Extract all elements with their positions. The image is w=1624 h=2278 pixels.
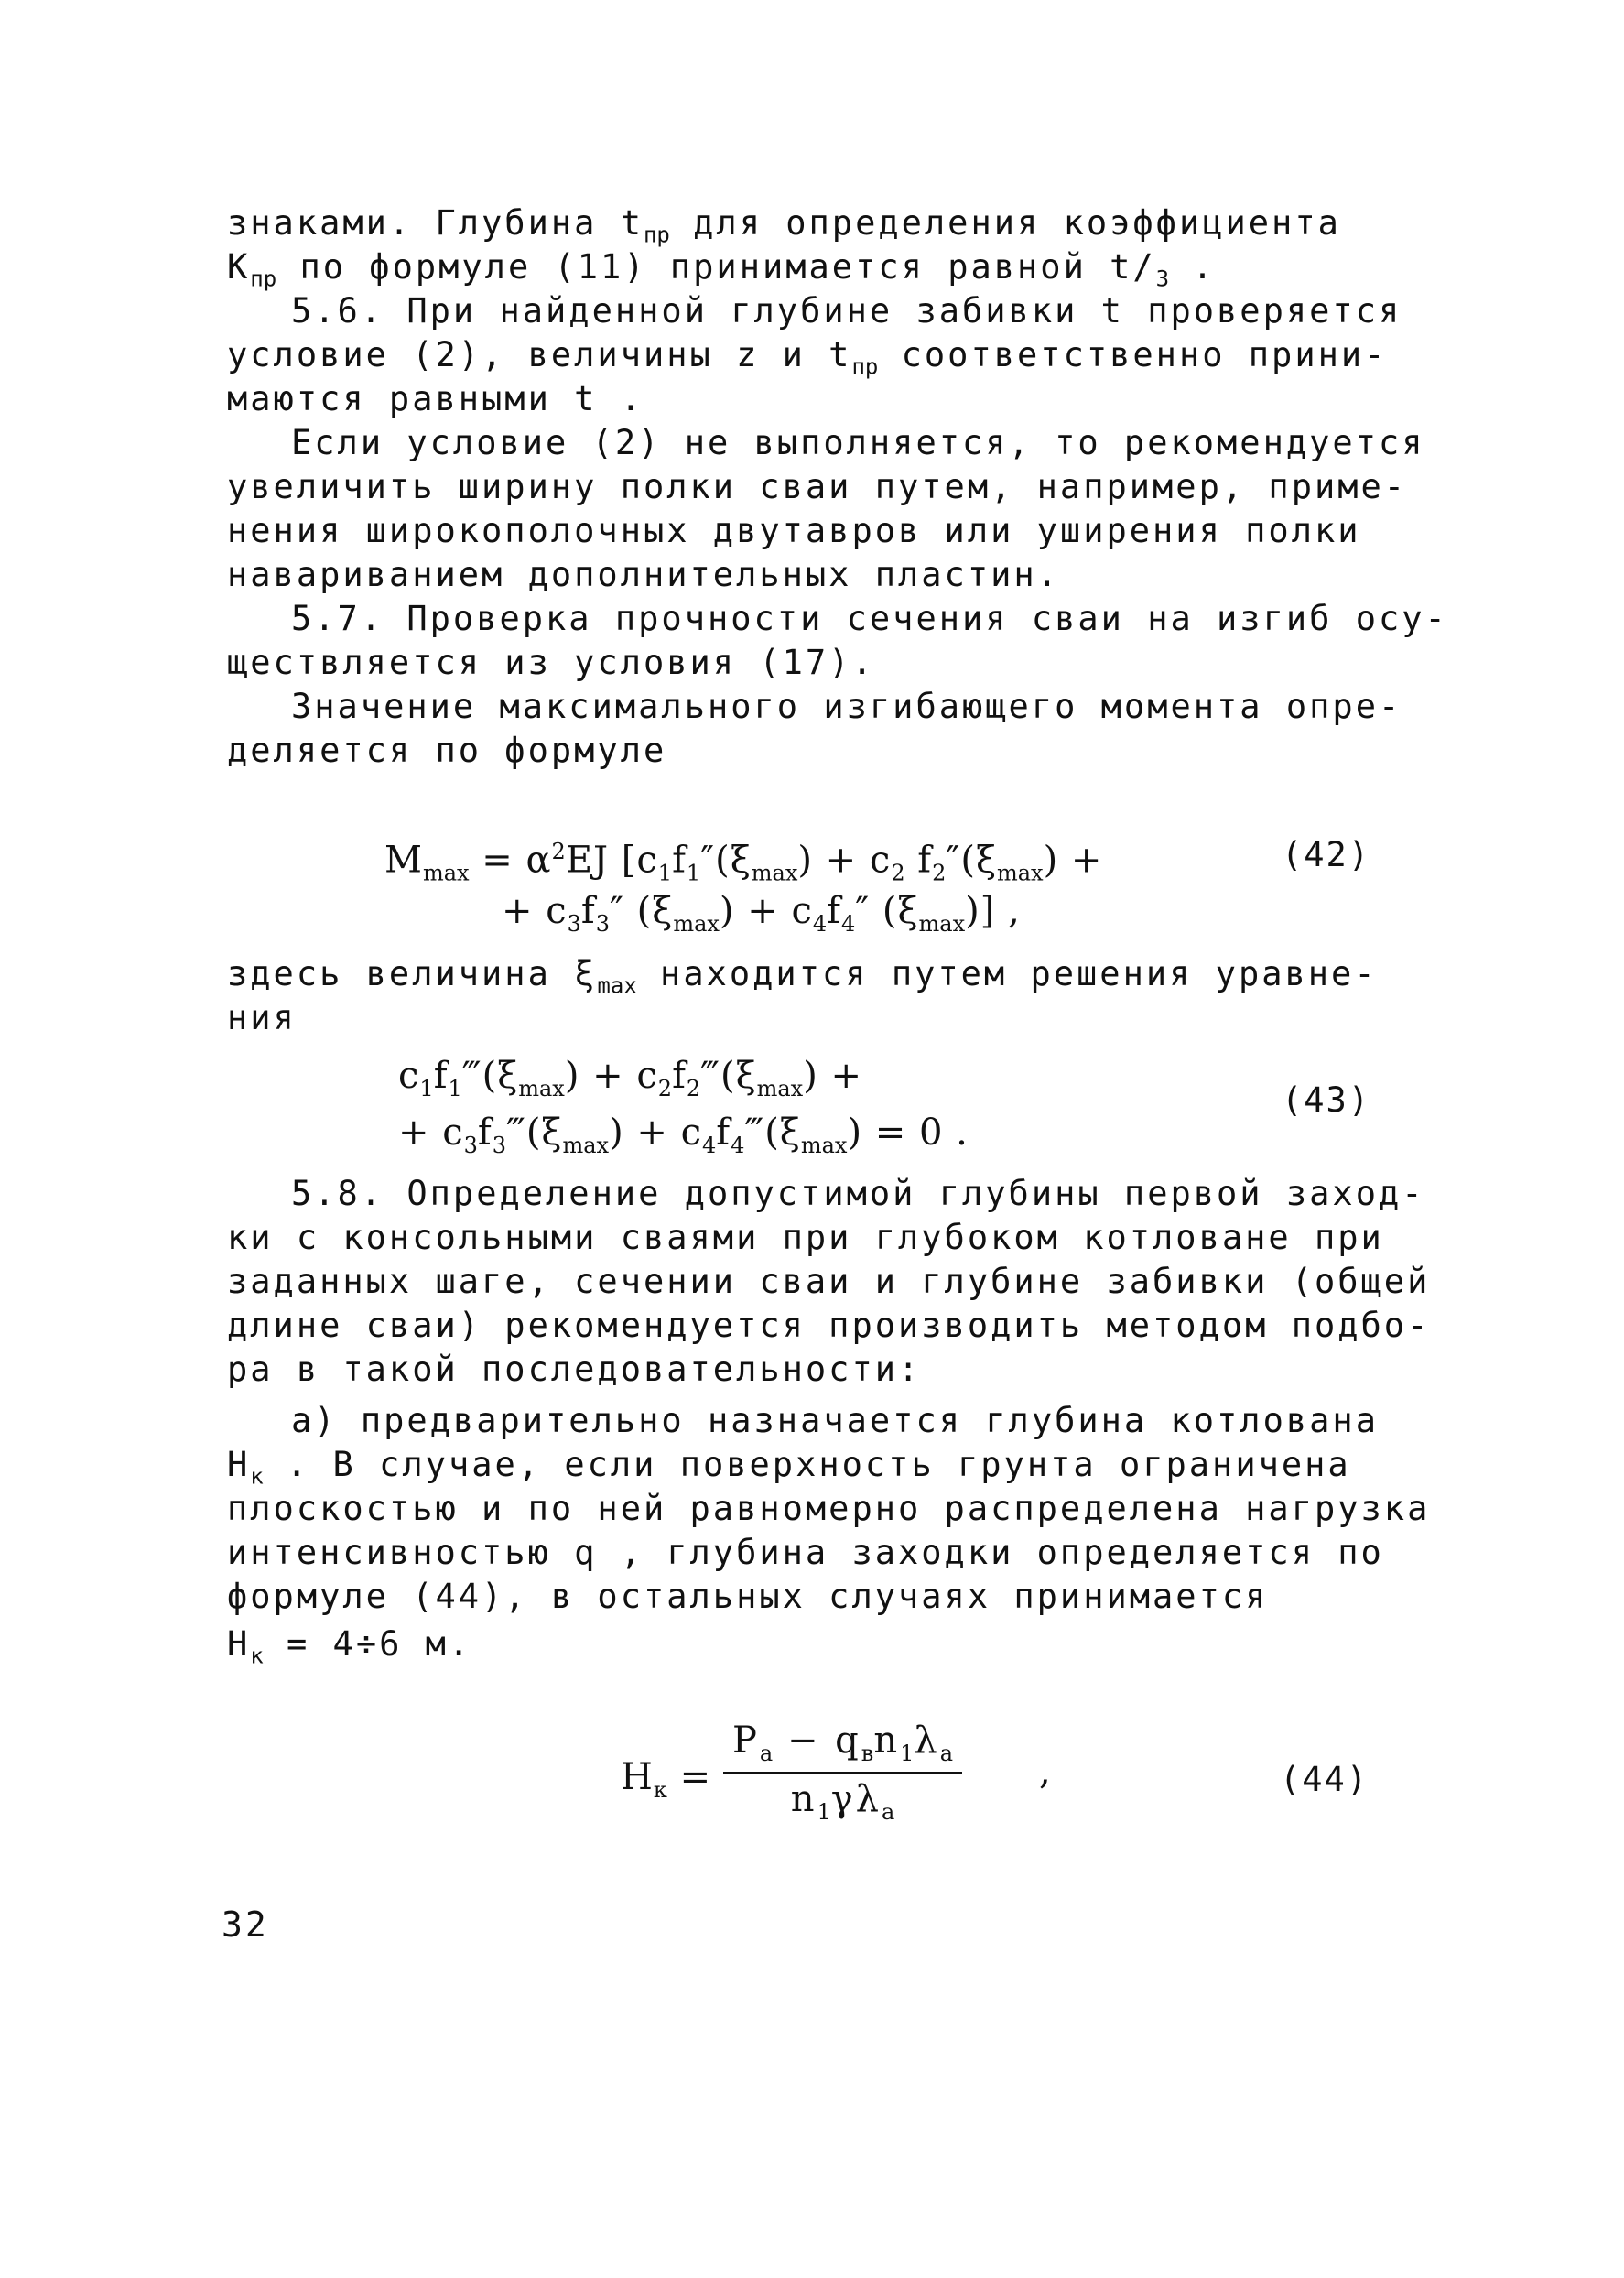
formula-43-line-1: $c_1f_1‴(\xi_{max})$ + $c_2f_2‴(\xi_{max})$ + <box>398 1055 863 1101</box>
text-line: Если условие (2) не выполняется, то рекомендуется <box>291 423 1425 462</box>
text-line: маются равными t . <box>227 379 644 418</box>
formula-44-numerator: $P_a - q_вn_1\lambda_a$ <box>723 1719 962 1774</box>
equation-number-43: (43) <box>1282 1080 1371 1120</box>
text-line: нения широкополочных двутавров или уширения полки <box>227 511 1361 550</box>
text-line: ки с консольными сваями при глубоком котловане при <box>227 1218 1384 1257</box>
text-line: 5.7. Проверка прочности сечения сваи на изгиб осу- <box>291 599 1448 638</box>
text-line: формуле (44), в остальных случаях принимается <box>227 1577 1269 1616</box>
text-line: 5.8. Определение допустимой глубины первой заход- <box>291 1174 1425 1213</box>
text-line: $H_к = 4\div 6$ м. <box>227 1624 472 1669</box>
text-line: плоскостью и по ней равномерно распределена нагрузка <box>227 1489 1431 1528</box>
text-line: увеличить ширину полки сваи путем, например, приме- <box>227 467 1408 506</box>
text-line: $K_{пр}$ по формуле (11) принимается равной $t/_3$ . <box>227 247 1216 292</box>
text-line: навариванием дополнительных пластин. <box>227 555 1060 594</box>
text-line: заданных шаге, сечении сваи и глубине забивки (общей <box>227 1262 1431 1301</box>
equation-number-44: (44) <box>1280 1760 1370 1799</box>
equation-number-42: (42) <box>1282 835 1371 874</box>
text-line: деляется по формуле <box>227 731 667 770</box>
text-line: ния <box>227 998 297 1037</box>
text-line: знаками. Глубина $t_{пр}$ для определения коэффициента <box>227 203 1341 248</box>
formula-43-line-2: + $c_3f_3‴(\xi_{max})$ + $c_4f_4‴(\xi_{max}) = 0$ . <box>398 1112 969 1158</box>
formula-42-line-2: + $c_3f_3''$ $(\xi_{max}) + c_4f_4''$ $(\xi_{max})$] , <box>502 890 1021 937</box>
text-line: длине сваи) рекомендуется производить методом подбо- <box>227 1306 1431 1345</box>
text-line: здесь величина $\xi_{max}$ находится путем решения уравне- <box>227 954 1378 999</box>
text-line: 5.6. При найденной глубине забивки t проверяется <box>291 291 1402 331</box>
formula-44-lhs: $H_к$ = <box>621 1756 712 1803</box>
text-line: интенсивностью q , глубина заходки определяется по <box>227 1533 1384 1572</box>
text-line: $H_к$ . В случае, если поверхность грунта ограничена <box>227 1445 1351 1490</box>
page-number: 32 <box>222 1904 269 1945</box>
formula-42-line-1: $M_{max} = \alpha^2EJ$ [$c_1f_1''(\xi_{max}) + c_2$ $f_2''(\xi_{max})$ + <box>384 839 1103 886</box>
text-line: ществляется из условия (17). <box>227 643 875 682</box>
text-line: условие (2), величины z и $t_{пр}$ соответственно прини- <box>227 335 1388 380</box>
text-line: а) предварительно назначается глубина котлована <box>291 1401 1379 1440</box>
text-line: Значение максимального изгибающего момента опре- <box>291 687 1402 726</box>
formula-44-comma: , <box>1039 1751 1052 1793</box>
formula-44-denominator: $n_1\gamma\lambda_a$ <box>790 1778 895 1825</box>
formula-44-fraction <box>723 1719 962 1825</box>
text-line: ра в такой последовательности: <box>227 1350 922 1389</box>
